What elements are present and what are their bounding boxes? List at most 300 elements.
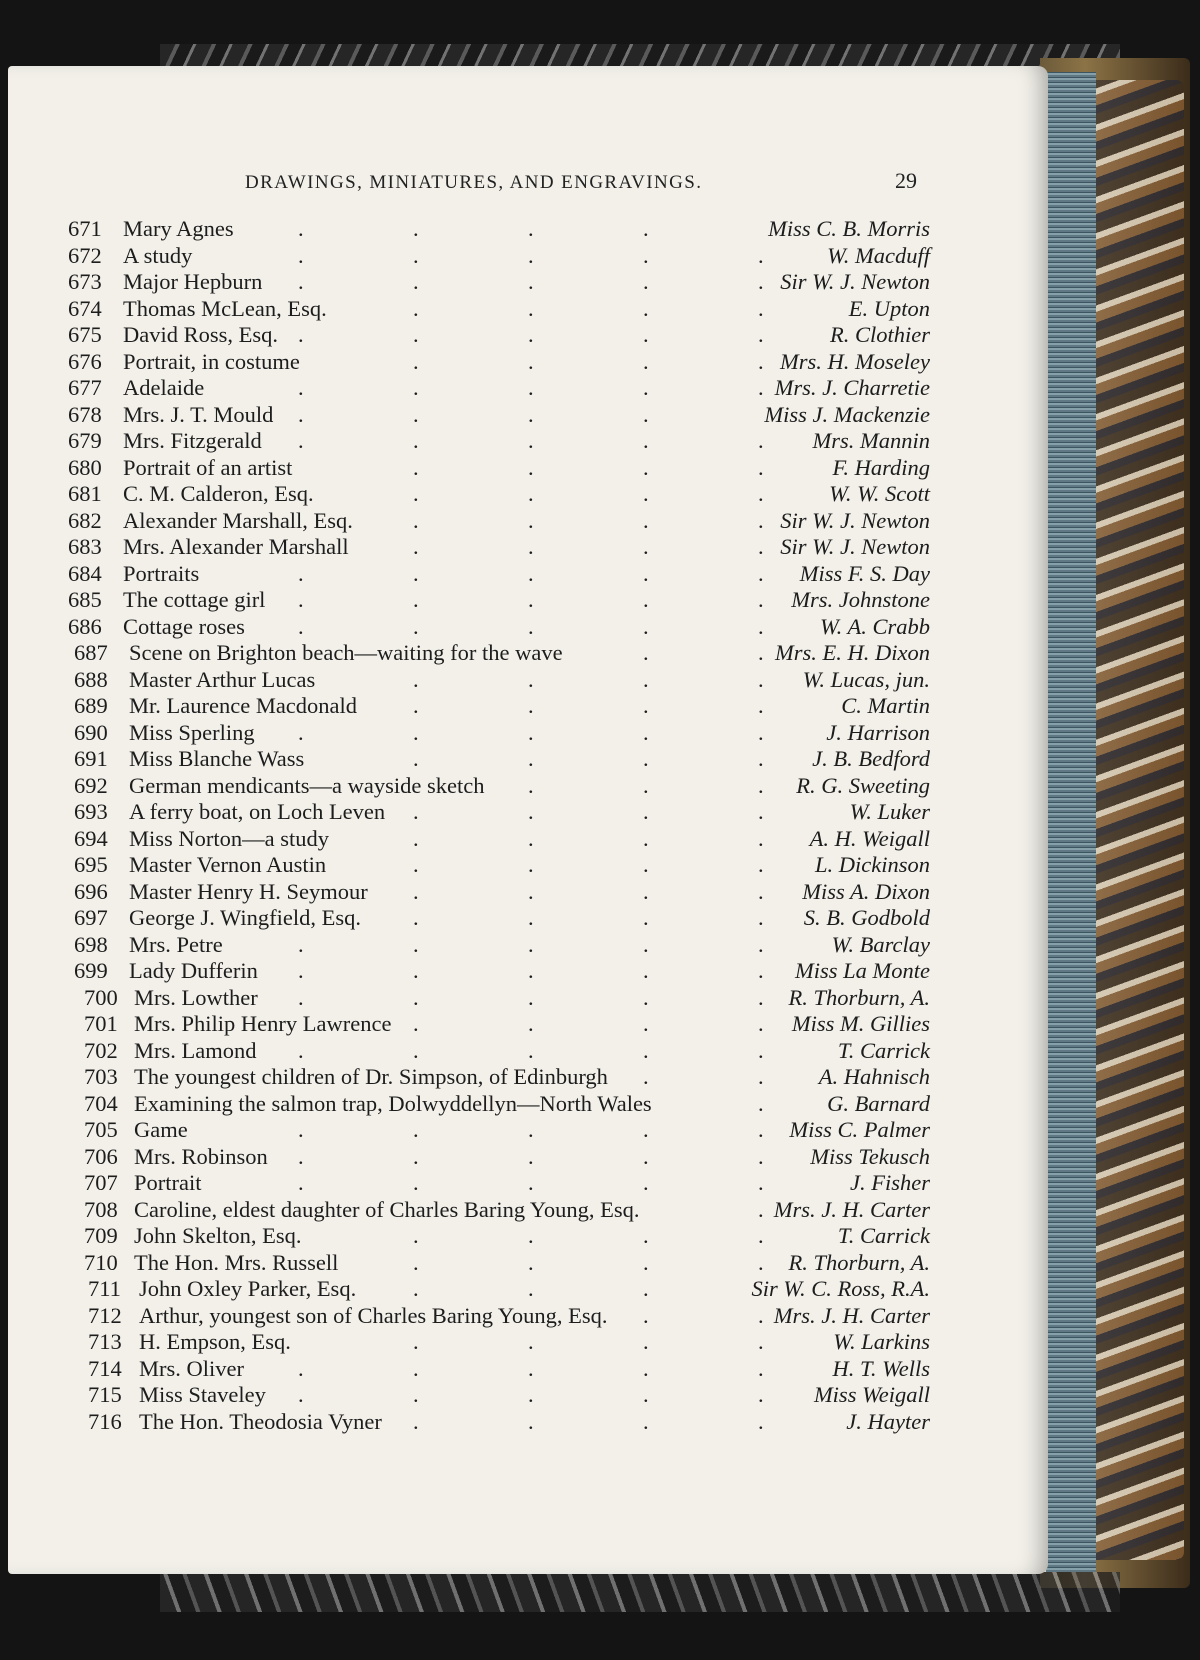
leader-dot: . — [413, 481, 419, 506]
entry-title: Examining the salmon trap, Dolwyddellyn—North Wales — [134, 1090, 652, 1116]
entry-number: 709 — [84, 1223, 118, 1248]
entry-title: Miss Sperling — [129, 719, 255, 745]
leader-dot: . — [413, 693, 419, 718]
running-head — [8, 166, 1048, 196]
leader-dot: . — [528, 587, 534, 612]
leader-dot: . — [643, 640, 649, 665]
leader-dot: . — [758, 958, 764, 983]
entry-artist: Miss La Monte — [795, 958, 930, 983]
leader-dot: . — [643, 322, 649, 347]
leader-dot: . — [643, 1329, 649, 1354]
leader-dot: . — [528, 772, 534, 798]
entry-artist: W. Macduff — [827, 242, 930, 268]
entry-title: Mr. Laurence Macdonald — [129, 693, 358, 718]
leader-dot: . — [643, 1355, 649, 1381]
entry-number: 674 — [68, 295, 102, 321]
entry-title: Mrs. Philip Henry Lawrence — [134, 1011, 392, 1036]
leader-dot: . — [298, 958, 304, 983]
entry-artist: Mrs. E. H. Dixon — [775, 640, 930, 665]
entry-artist: R. Thorburn, A. — [788, 984, 930, 1010]
leader-dot: . — [413, 1170, 419, 1195]
leader-dot: . — [758, 905, 764, 930]
catalogue-entry — [8, 985, 1048, 1012]
entry-artist: Mrs. H. Moseley — [780, 348, 930, 374]
leader-dot: . — [643, 613, 649, 639]
leader-dot: . — [413, 269, 419, 294]
leader-dot: . — [643, 1276, 649, 1301]
entry-title: Game — [134, 1117, 188, 1142]
entry-number: 695 — [74, 852, 108, 877]
catalogue-entry — [8, 1144, 1048, 1171]
entry-title: The cottage girl — [123, 587, 266, 612]
leader-dot: . — [528, 216, 534, 241]
leader-dot: . — [758, 1064, 764, 1089]
catalogue-entry — [8, 1250, 1048, 1277]
entry-artist: Sir W. J. Newton — [780, 269, 930, 294]
catalogue-entry — [8, 799, 1048, 826]
leader-dot: . — [643, 375, 649, 400]
catalogue-entry — [8, 667, 1048, 694]
leader-dot: . — [758, 693, 764, 718]
leader-dot: . — [643, 348, 649, 374]
leader-dot: . — [643, 1382, 649, 1407]
catalogue-entry — [8, 1038, 1048, 1065]
entry-artist: G. Barnard — [827, 1090, 930, 1116]
leader-dot: . — [758, 666, 764, 692]
leader-dot: . — [298, 931, 304, 957]
entry-number: 673 — [68, 269, 102, 294]
entry-title: Mary Agnes — [123, 216, 234, 241]
entry-title: H. Empson, Esq. — [139, 1329, 291, 1354]
leader-dot: . — [528, 1329, 534, 1354]
leader-dot: . — [758, 984, 764, 1010]
entry-artist: L. Dickinson — [815, 852, 930, 877]
catalogue-entry — [8, 375, 1048, 402]
leader-dot: . — [528, 481, 534, 506]
catalogue-entry — [8, 216, 1048, 243]
leader-dot: . — [298, 1037, 304, 1063]
entry-title: Portrait — [134, 1170, 202, 1195]
leader-dot: . — [298, 719, 304, 745]
entry-title: Cottage roses — [123, 613, 245, 639]
leader-dot: . — [413, 375, 419, 400]
entry-number: 689 — [74, 693, 108, 718]
leader-dot: . — [758, 1329, 764, 1354]
entry-artist: W. Luker — [849, 799, 930, 824]
entry-artist: Mrs. Mannin — [812, 428, 930, 453]
leader-dot: . — [643, 1302, 649, 1328]
leader-dot: . — [413, 242, 419, 268]
catalogue-entry — [8, 1329, 1048, 1356]
leader-dot: . — [413, 878, 419, 904]
entry-number: 697 — [74, 905, 108, 930]
entry-number: 683 — [68, 534, 102, 559]
entry-title: Scene on Brighton beach—waiting for the wave — [129, 640, 563, 665]
leader-dot: . — [528, 507, 534, 533]
leader-dot: . — [758, 1037, 764, 1063]
entry-number: 692 — [74, 772, 108, 798]
leader-dot: . — [758, 1090, 764, 1116]
leader-dot: . — [758, 348, 764, 374]
entry-artist: Mrs. J. H. Carter — [773, 1196, 930, 1222]
entry-title: German mendicants—a wayside sketch — [129, 772, 485, 798]
leader-dot: . — [528, 825, 534, 851]
leader-dot: . — [413, 507, 419, 533]
entry-artist: Miss C. B. Morris — [768, 216, 930, 241]
entry-artist: Sir W. J. Newton — [780, 534, 930, 559]
leader-dot: . — [758, 772, 764, 798]
leader-dot: . — [528, 958, 534, 983]
leader-dot: . — [413, 1382, 419, 1407]
leader-dot: . — [643, 428, 649, 453]
leader-dot: . — [528, 1382, 534, 1407]
leader-dot: . — [758, 719, 764, 745]
leader-dot: . — [758, 242, 764, 268]
leader-dot: . — [758, 454, 764, 480]
leader-dot: . — [643, 1249, 649, 1275]
leader-dot: . — [528, 322, 534, 347]
catalogue-entry — [8, 826, 1048, 853]
entry-number: 716 — [88, 1408, 122, 1434]
entry-number: 691 — [74, 746, 108, 771]
leader-dot: . — [758, 1143, 764, 1169]
page-fore-edge — [1044, 72, 1096, 1572]
leader-dot: . — [528, 242, 534, 268]
leader-dot: . — [413, 295, 419, 321]
entry-title: Mrs. Petre — [129, 931, 223, 957]
leader-dot: . — [298, 242, 304, 268]
catalogue-entry — [8, 428, 1048, 455]
leader-dot: . — [643, 401, 649, 427]
catalogue-entry — [8, 1223, 1048, 1250]
leader-dot: . — [758, 1170, 764, 1195]
leader-dot: . — [298, 375, 304, 400]
leader-dot: . — [413, 1355, 419, 1381]
entry-title: A study — [123, 242, 193, 268]
entry-title: A ferry boat, on Loch Leven — [129, 799, 386, 824]
entry-title: Lady Dufferin — [129, 958, 258, 983]
leader-dot: . — [298, 269, 304, 294]
entry-title: Mrs. Lamond — [134, 1037, 257, 1063]
leader-dot: . — [758, 746, 764, 771]
entry-title: The Hon. Theodosia Vyner — [139, 1408, 382, 1434]
entry-artist: A. H. Weigall — [809, 825, 930, 851]
leader-dot: . — [758, 931, 764, 957]
entry-artist: Miss J. Mackenzie — [764, 401, 930, 427]
leader-dot: . — [528, 1143, 534, 1169]
entry-artist: J. Harrison — [826, 719, 930, 745]
entry-artist: Miss A. Dixon — [802, 878, 930, 904]
leader-dot: . — [758, 1117, 764, 1142]
leader-dot: . — [298, 1382, 304, 1407]
leader-dot: . — [413, 905, 419, 930]
entry-title: Miss Staveley — [139, 1382, 266, 1407]
catalogue-entry — [8, 879, 1048, 906]
entry-number: 699 — [74, 958, 108, 983]
leader-dot: . — [413, 931, 419, 957]
entry-artist: Miss Tekusch — [810, 1143, 930, 1169]
catalogue-entry — [8, 1011, 1048, 1038]
catalogue-entry — [8, 1303, 1048, 1330]
leader-dot: . — [643, 216, 649, 241]
entry-number: 701 — [84, 1011, 118, 1036]
leader-dot: . — [758, 1011, 764, 1036]
leader-dot: . — [413, 322, 419, 347]
entry-artist: Miss M. Gillies — [791, 1011, 930, 1036]
entry-artist: J. B. Bedford — [812, 746, 930, 771]
catalogue-entry — [8, 269, 1048, 296]
leader-dot: . — [528, 613, 534, 639]
catalogue-entry — [8, 1276, 1048, 1303]
leader-dot: . — [528, 746, 534, 771]
entry-number: 679 — [68, 428, 102, 453]
entry-title: Mrs. Fitzgerald — [123, 428, 262, 453]
leader-dot: . — [643, 1223, 649, 1248]
leader-dot: . — [643, 1011, 649, 1036]
leader-dot: . — [643, 1037, 649, 1063]
leader-dot: . — [758, 560, 764, 586]
leader-dot: . — [643, 666, 649, 692]
entry-title: Miss Norton—a study — [129, 825, 330, 851]
catalogue-entry — [8, 1117, 1048, 1144]
entry-title: Mrs. J. T. Mould — [123, 401, 274, 427]
catalogue-entry — [8, 508, 1048, 535]
entry-title: Master Vernon Austin — [129, 852, 327, 877]
leader-dot: . — [528, 348, 534, 374]
leader-dot: . — [528, 799, 534, 824]
leader-dot: . — [758, 852, 764, 877]
entry-artist: C. Martin — [841, 693, 930, 718]
leader-dot: . — [413, 666, 419, 692]
leader-dot: . — [413, 216, 419, 241]
catalogue-entry — [8, 296, 1048, 323]
entry-title: Portraits — [123, 560, 200, 586]
leader-dot: . — [643, 746, 649, 771]
leader-dot: . — [528, 269, 534, 294]
entry-artist: Mrs. Johnstone — [791, 587, 930, 612]
entry-artist: W. W. Scott — [829, 481, 930, 506]
leader-dot: . — [758, 269, 764, 294]
entry-number: 672 — [68, 242, 102, 268]
leader-dot: . — [528, 534, 534, 559]
entry-list — [8, 216, 1048, 1435]
entry-title: The youngest children of Dr. Simpson, of Edinburgh — [134, 1064, 608, 1089]
leader-dot: . — [758, 1302, 764, 1328]
leader-dot: . — [528, 428, 534, 453]
catalogue-entry — [8, 1356, 1048, 1383]
entry-artist: Miss F. S. Day — [799, 560, 930, 586]
entry-artist: J. Hayter — [846, 1408, 930, 1434]
leader-dot: . — [643, 772, 649, 798]
leader-dot: . — [413, 958, 419, 983]
catalogue-page — [8, 66, 1048, 1574]
catalogue-entry — [8, 1170, 1048, 1197]
leader-dot: . — [413, 1143, 419, 1169]
entry-title: C. M. Calderon, Esq. — [123, 481, 314, 506]
leader-dot: . — [528, 1408, 534, 1434]
entry-title: Mrs. Robinson — [134, 1143, 268, 1169]
entry-number: 681 — [68, 481, 102, 506]
catalogue-entry — [8, 1382, 1048, 1409]
leader-dot: . — [643, 984, 649, 1010]
leader-dot: . — [413, 1037, 419, 1063]
catalogue-entry — [8, 720, 1048, 747]
entry-artist: E. Upton — [848, 295, 930, 321]
leader-dot: . — [413, 719, 419, 745]
catalogue-entry — [8, 1064, 1048, 1091]
leader-dot: . — [758, 1249, 764, 1275]
leader-dot: . — [643, 242, 649, 268]
leader-dot: . — [758, 640, 764, 665]
entry-title: Master Henry H. Seymour — [129, 878, 368, 904]
leader-dot: . — [413, 348, 419, 374]
entry-number: 685 — [68, 587, 102, 612]
leader-dot: . — [643, 878, 649, 904]
entry-artist: Sir W. C. Ross, R.A. — [751, 1276, 930, 1301]
leader-dot: . — [528, 1011, 534, 1036]
catalogue-entry — [8, 1197, 1048, 1224]
leader-dot: . — [643, 534, 649, 559]
marbled-cover-edge — [1090, 80, 1184, 1560]
leader-dot: . — [643, 587, 649, 612]
entry-artist: T. Carrick — [837, 1037, 930, 1063]
entry-artist: W. A. Crabb — [819, 613, 930, 639]
leader-dot: . — [528, 1249, 534, 1275]
leader-dot: . — [528, 666, 534, 692]
leader-dot: . — [643, 1408, 649, 1434]
leader-dot: . — [643, 507, 649, 533]
leader-dot: . — [643, 719, 649, 745]
leader-dot: . — [298, 1355, 304, 1381]
leader-dot: . — [643, 958, 649, 983]
entry-title: John Oxley Parker, Esq. — [139, 1276, 357, 1301]
leader-dot: . — [413, 1249, 419, 1275]
entry-number: 696 — [74, 878, 108, 904]
leader-dot: . — [528, 852, 534, 877]
entry-number: 698 — [74, 931, 108, 957]
entry-title: Portrait of an artist — [123, 454, 293, 480]
entry-number: 687 — [74, 640, 108, 665]
leader-dot: . — [528, 984, 534, 1010]
leader-dot: . — [758, 799, 764, 824]
leader-dot: . — [643, 852, 649, 877]
entry-number: 715 — [88, 1382, 122, 1407]
entry-number: 676 — [68, 348, 102, 374]
catalogue-entry — [8, 1091, 1048, 1118]
entry-artist: Mrs. J. H. Carter — [773, 1302, 930, 1328]
leader-dot: . — [758, 322, 764, 347]
leader-dot: . — [758, 825, 764, 851]
catalogue-entry — [8, 455, 1048, 482]
entry-number: 700 — [84, 984, 118, 1010]
leader-dot: . — [528, 1355, 534, 1381]
leader-dot: . — [298, 428, 304, 453]
entry-number: 671 — [68, 216, 102, 241]
leader-dot: . — [528, 295, 534, 321]
leader-dot: . — [758, 587, 764, 612]
leader-dot: . — [528, 693, 534, 718]
leader-dot: . — [528, 931, 534, 957]
leader-dot: . — [413, 560, 419, 586]
leader-dot: . — [528, 878, 534, 904]
entry-number: 702 — [84, 1037, 118, 1063]
leader-dot: . — [298, 1170, 304, 1195]
catalogue-entry — [8, 852, 1048, 879]
leader-dot: . — [528, 1117, 534, 1142]
catalogue-entry — [8, 243, 1048, 270]
entry-number: 706 — [84, 1143, 118, 1169]
leader-dot: . — [643, 481, 649, 506]
leader-dot: . — [758, 375, 764, 400]
leader-dot: . — [528, 1037, 534, 1063]
entry-number: 690 — [74, 719, 108, 745]
leader-dot: . — [413, 454, 419, 480]
entry-artist: Sir W. J. Newton — [780, 507, 930, 533]
leader-dot: . — [643, 825, 649, 851]
leader-dot: . — [758, 1408, 764, 1434]
leader-dot: . — [413, 1223, 419, 1248]
leader-dot: . — [758, 507, 764, 533]
catalogue-entry — [8, 481, 1048, 508]
leader-dot: . — [413, 1408, 419, 1434]
leader-dot: . — [528, 375, 534, 400]
entry-title: The Hon. Mrs. Russell — [134, 1249, 339, 1275]
entry-title: Alexander Marshall, Esq. — [123, 507, 353, 533]
entry-title: Mrs. Alexander Marshall — [123, 534, 349, 559]
entry-artist: W. Barclay — [831, 931, 930, 957]
leader-dot: . — [413, 1276, 419, 1301]
leader-dot: . — [298, 401, 304, 427]
entry-number: 704 — [84, 1090, 118, 1116]
leader-dot: . — [528, 1170, 534, 1195]
leader-dot: . — [758, 481, 764, 506]
leader-dot: . — [758, 1355, 764, 1381]
entry-title: Mrs. Lowther — [134, 984, 258, 1010]
catalogue-entry — [8, 561, 1048, 588]
entry-artist: T. Carrick — [837, 1223, 930, 1248]
entry-artist: S. B. Godbold — [803, 905, 930, 930]
entry-title: John Skelton, Esq. — [134, 1223, 302, 1248]
leader-dot: . — [413, 1117, 419, 1142]
entry-title: Thomas McLean, Esq. — [123, 295, 327, 321]
leader-dot: . — [528, 905, 534, 930]
leader-dot: . — [298, 216, 304, 241]
leader-dot: . — [298, 560, 304, 586]
entry-number: 688 — [74, 666, 108, 692]
leader-dot: . — [298, 984, 304, 1010]
entry-artist: W. Lucas, jun. — [802, 666, 930, 692]
entry-number: 711 — [88, 1276, 121, 1301]
entry-title: Miss Blanche Wass — [129, 746, 305, 771]
entry-number: 714 — [88, 1355, 122, 1381]
leader-dot: . — [643, 1117, 649, 1142]
leader-dot: . — [298, 1143, 304, 1169]
entry-title: Major Hepburn — [123, 269, 263, 294]
entry-artist: Miss Weigall — [813, 1382, 930, 1407]
entry-title: Adelaide — [123, 375, 205, 400]
leader-dot: . — [643, 269, 649, 294]
catalogue-entry — [8, 349, 1048, 376]
marbled-endpaper-bottom — [160, 1572, 1120, 1612]
leader-dot: . — [643, 1143, 649, 1169]
entry-number: 705 — [84, 1117, 118, 1142]
entry-title: Master Arthur Lucas — [129, 666, 316, 692]
catalogue-entry — [8, 640, 1048, 667]
leader-dot: . — [528, 401, 534, 427]
page-number: 29 — [895, 168, 917, 193]
catalogue-entry — [8, 932, 1048, 959]
leader-dot: . — [758, 534, 764, 559]
